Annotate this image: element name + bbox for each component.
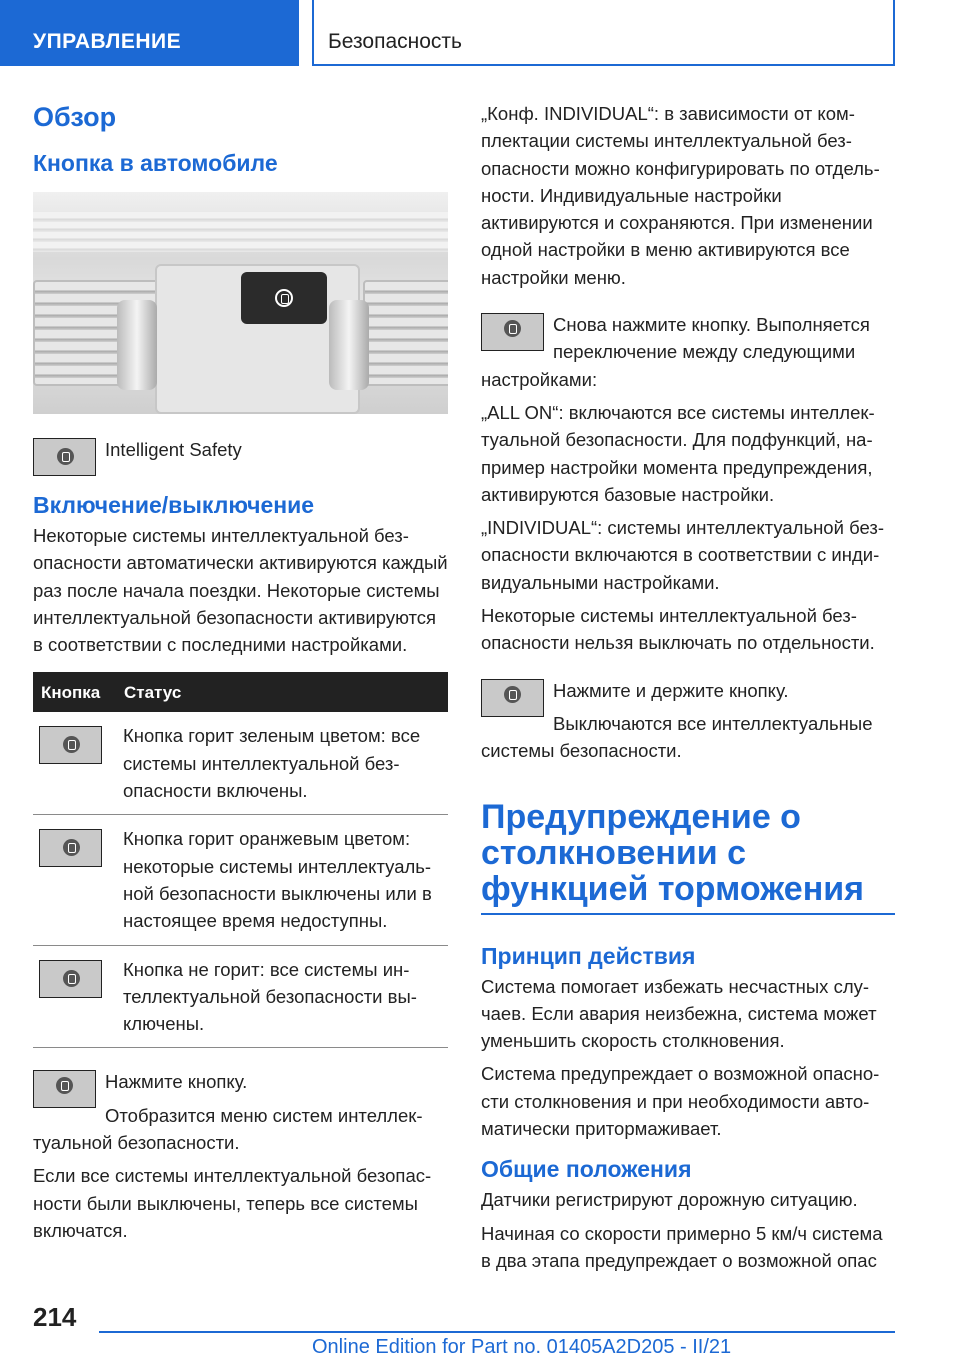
conf-individual-text: „Конф. INDIVIDUAL“: в зависимости от комплектации системы интеллектуальной безопасности можно конфигурировать по отдельности. Индивидуальные настройки активируются и сохраняются. При изменении одной настройки в меню активируются все настройки меню. <box>481 103 880 288</box>
hold-result: Выключаются все интеллектуальные системы безопасности. <box>481 712 873 762</box>
subsection-heading: Кнопка в автомобиле <box>33 150 278 176</box>
safety-button-icon <box>33 1070 96 1108</box>
collision-warning-heading: Предупреждение о столкновении с функцией торможения <box>481 799 895 915</box>
general-heading: Общие положения <box>481 1156 692 1183</box>
table-cell-status: Кнопка не горит: все системы интеллектуальной безопасности выключены. <box>123 945 448 1048</box>
cannot-disable-text: Некоторые системы интеллектуальной безопасности нельзя выключать по отдельности. <box>481 605 875 654</box>
status-table <box>33 672 448 1048</box>
table-cell-status: Кнопка горит зеленым цветом: все системы интеллектуальной безопасности включены. <box>123 712 448 814</box>
chapter-tab: Безопасность <box>312 0 895 66</box>
principle-text-2: Система предупреждает о возможной опасности столкновения и при необходимости автоматически притормаживает. <box>481 1063 880 1140</box>
air-vent-right <box>363 280 448 386</box>
table-cell-status: Кнопка горит оранжевым цветом: некоторые системы интеллектуальной безопасности выключены или в настоящее время недоступны. <box>123 815 448 945</box>
left-column <box>33 100 448 1250</box>
dashboard-trim <box>33 212 448 252</box>
button-orange-icon <box>39 829 102 867</box>
table-header-button: Кнопка <box>33 672 123 712</box>
table-row <box>33 815 448 945</box>
press-instruction <box>33 1068 448 1156</box>
press-result: Отобразится меню систем интеллектуальной безопасности. <box>33 1104 423 1154</box>
caption-row <box>33 436 448 476</box>
all-on-text: „ALL ON“: включаются все системы интеллектуальной безопасности. Для подфункций, например настройки момента предупреждения, активируются базовые настройки. <box>481 401 875 505</box>
safety-button-icon <box>33 438 96 476</box>
press-step: Нажмите кнопку. <box>105 1071 248 1093</box>
hold-instruction <box>481 677 895 765</box>
photo-caption: Intelligent Safety <box>105 439 242 460</box>
vent-knob-right <box>329 300 369 390</box>
section-tab: УПРАВЛЕНИЕ <box>0 0 299 66</box>
car-button-photo <box>33 192 448 414</box>
again-text: Снова нажмите кнопку. Выполняется переключение между следующими настройками: <box>481 314 870 390</box>
onoff-heading: Включение/выключение <box>33 492 315 518</box>
vent-knob-left <box>117 300 157 390</box>
again-instruction <box>481 311 895 393</box>
general-text-2: Начиная со скорости примерно 5 км/ч система в два этапа предупреждает о возможной опас <box>481 1222 883 1271</box>
button-green-icon <box>39 726 102 764</box>
table-row <box>33 712 448 814</box>
safety-button-icon <box>481 313 544 351</box>
principle-heading: Принцип действия <box>481 942 696 969</box>
intelligent-safety-button <box>241 272 327 324</box>
onoff-text: Некоторые системы интеллектуальной безопасности автоматически активируются каждый раз после начала поездки. Некоторые системы интеллектуальной безопасности активируются в соответствии с последними настройками. <box>33 525 448 656</box>
right-column <box>481 100 895 1280</box>
edition-link[interactable]: Online Edition for Part no. 01405A2D205 - II/21 <box>312 1336 732 1358</box>
safety-icon <box>275 289 293 307</box>
general-text-1: Датчики регистрируют дорожную ситуацию. <box>481 1189 858 1211</box>
table-row <box>33 945 448 1048</box>
table-header-status: Статус <box>123 672 448 712</box>
page-number: 214 <box>33 1302 77 1332</box>
hold-step: Нажмите и держите кнопку. <box>553 679 789 701</box>
button-off-icon <box>39 960 102 998</box>
principle-text-1: Система помогает избежать несчастных случаев. Если авария неизбежна, система может уменьшить скорость столкновения. <box>481 975 877 1052</box>
page-title: Обзор <box>33 102 117 132</box>
safety-button-icon <box>481 679 544 717</box>
footer-divider <box>99 1331 895 1333</box>
press-note: Если все системы интеллектуальной безопасности были выключены, теперь все системы включатся. <box>33 1165 432 1241</box>
individual-text: „INDIVIDUAL“: системы интеллектуальной безопасности включаются в соответствии с индивидуальными настройками. <box>481 517 884 593</box>
